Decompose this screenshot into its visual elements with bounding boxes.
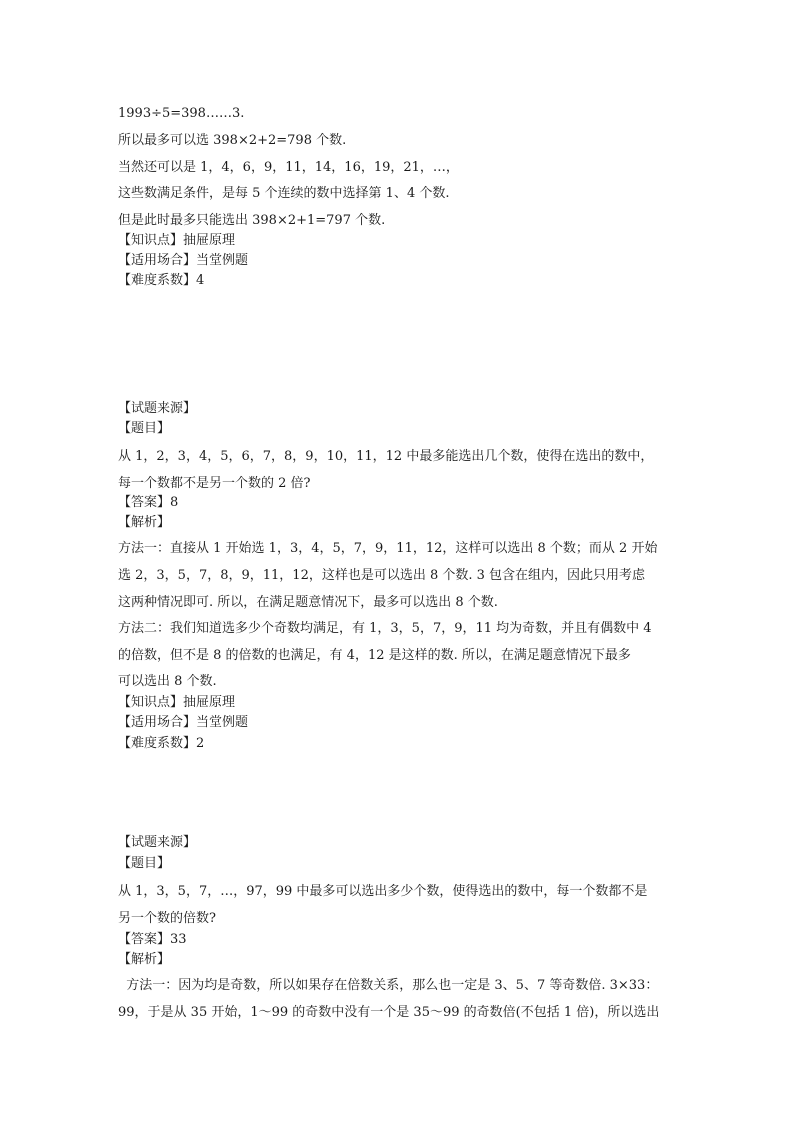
question-source: 【试题来源】 [118,835,197,850]
text-line: 1993÷5=398……3. [118,106,245,121]
text-line: 所以最多可以选 398×2+2=798 个数. [118,133,347,148]
answer: 【答案】33 [118,932,187,947]
question-text: 每一个数都不是另一个数的 2 倍? [118,476,311,491]
analysis-text: 方法二：我们知道选多少个奇数均满足，有 1，3，5，7，9，11 均为奇数，并且有偶数中 4 [118,621,652,636]
question-title-label: 【题目】 [118,421,171,436]
difficulty-level: 【难度系数】4 [118,273,205,288]
question-text: 从 1，2，3，4，5，6，7，8，9，10，11，12 中最多能选出几个数，使得在选出的数中， [118,449,654,464]
knowledge-point: 【知识点】抽屉原理 [118,233,236,248]
applicable-occasion: 【适用场合】当堂例题 [118,715,249,730]
analysis-text: 选 2，3，5，7，8，9，11，12，这样也是可以选出 8 个数. 3 包含在组内，因此只用考虑 [118,568,646,583]
analysis-text: 可以选出 8 个数. [118,674,217,689]
text-line: 但是此时最多只能选出 398×2+1=797 个数. [118,213,386,228]
applicable-occasion: 【适用场合】当堂例题 [118,253,249,268]
text-line: 当然还可以是 1，4，6，9，11，14，16，19，21，…， [118,160,459,175]
question-text: 另一个数的倍数? [118,911,216,926]
analysis-text: 99，于是从 35 开始，1～99 的奇数中没有一个是 35～99 的奇数倍(不包括 1 倍)，所以选出 [118,1005,660,1020]
difficulty-level: 【难度系数】2 [118,736,205,751]
knowledge-point: 【知识点】抽屉原理 [118,695,236,710]
analysis-text: 方法一：因为均是奇数，所以如果存在倍数关系，那么也一定是 3、5、7 等奇数倍. 3×33： [118,978,659,993]
analysis-label: 【解析】 [118,952,171,967]
analysis-text: 方法一：直接从 1 开始选 1，3，4，5，7，9，11，12，这样可以选出 8 个数；而从 2 开始 [118,541,658,556]
question-title-label: 【题目】 [118,856,171,871]
answer: 【答案】8 [118,495,179,510]
analysis-text: 这两种情况即可. 所以，在满足题意情况下，最多可以选出 8 个数. [118,595,498,610]
text-line: 这些数满足条件，是每 5 个连续的数中选择第 1、4 个数. [118,186,450,201]
question-source: 【试题来源】 [118,401,197,416]
analysis-text: 的倍数，但不是 8 的倍数的也满足，有 4，12 是这样的数. 所以，在满足题意情况下最多 [118,648,631,663]
question-text: 从 1，3，5，7，…，97，99 中最多可以选出多少个数，使得选出的数中，每一个数都不是 [118,884,648,899]
analysis-label: 【解析】 [118,515,171,530]
